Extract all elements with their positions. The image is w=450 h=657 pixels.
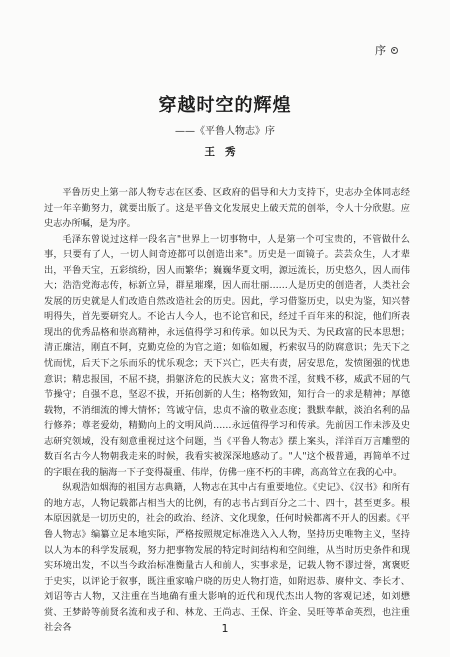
paragraph: 毛泽东曾说过这样一段名言"世界上一切事物中，人是第一个可宝贵的，不管做什么事，只要有了人，一切人间奇迹都可以创造出来"。历史是一面镜子。芸芸众生，人才辈出，平鲁天宝，五彩缤纷，因人而繁华；巍巍华夏文明，源远流长，历史悠久，因人而伟大；浩浩党海志传，标新立异，群星璀璨，因人而壮丽……人是历史的创造者，人类社会发展的历史就是人们改造自然改造社会的历史。因此，学习借鉴历史，以史为鉴，知兴替明得失，首先要研究人。不论古人今人，也不论官和民，经过千百年来的积淀，他们所表现出的优秀品格和崇高精神，永远值得学习和传承。如以民为天、为民政富的民本思想；清正廉洁，刚直不阿，克勤克俭的为官之道；如临如履，朽索驭马的防腐意识；先天下之忧而忧，后天下之乐而乐的忧乐观念；天下兴亡，匹夫有责，居安思危，发愤图强的忧患意识；精忠报国，不屈不挠，捐躯济危的民族大义；富贵不淫，贫贱不移，威武不屈的气节操守；自强不息，坚忍不拔，开拓创新的人生；格物致知，知行合一的求是精神；厚德载物，不消细流的博大情怀；笃诚守信，忠贞不渝的敬业态度；戮默奉献，淡泊名利的品行修养；尊老爱幼，精勤向上的文明风尚……永远值得学习和传承。先前因工作未涉及史志研究领域，没有刻意重视过这个问题，当《平鲁人物志》摆上案头，洋洋百万言雕塑的数百名古今人物朝我走来的时候，我看实被深深地感动了。"人"这个极普通，再简单不过的字眼在我的脑海一下子变得凝重、伟岸，仿佛一座不朽的丰碑，高高耸立在我的心中。 bbox=[44, 233, 410, 478]
paragraph: 平鲁历史上第一部人物专志在区委、区政府的倡导和大力支持下，史志办全体同志经过一年辛勤努力，就要出版了。这是平鲁文化发展史上破天荒的创举，令人十分欣慰。应史志办所嘱，是为序。 bbox=[44, 187, 410, 230]
page-title: 穿越时空的辉煌 bbox=[158, 95, 292, 116]
page-subtitle: ——《平鲁人物志》序 bbox=[175, 126, 275, 137]
body-text bbox=[44, 185, 410, 636]
paragraph: 纵观浩如烟海的祖国方志典籍，人物志在其中占有重要地位。《史记》、《汉书》和所有的地方志，人物记载都占相当大的比例，有的志书占到百分之二十、四十，甚至更多。根本原因就是一切历史的，社会的政治、经济、文化现象，任何时候都离不开人的因素。《平鲁人物志》编纂立足本地实际，严格按照规定标准选入入人物，坚持历史唯物主义，坚持以人为本的科学发展观，努力把事物发展的特定时间结构和空间维，从当时历史条件和现实环境出发，不以当今政治标准衡量古人和前人，实事求是，记载人物不谬过誉，寓褒贬于史实，以评论于叙事，既注重家喻户晓的历史人物打造，如附迟恭、赓仲文、李长才、刘诏等古人物，又注重在当地确有重大影响的近代和现代杰出人物的客观记述，如刘懋赏、王梦龄等前贤名流和戎子和、林龙、王尚志、王保、许金、吴旺等革命英烈，也注重社会各 bbox=[44, 482, 410, 634]
running-head bbox=[375, 42, 398, 58]
author-name: 王秀 bbox=[204, 146, 246, 158]
running-head-label: 序 bbox=[375, 44, 387, 57]
circle-ornament-icon bbox=[391, 47, 398, 54]
page-number: 1 bbox=[221, 622, 229, 635]
